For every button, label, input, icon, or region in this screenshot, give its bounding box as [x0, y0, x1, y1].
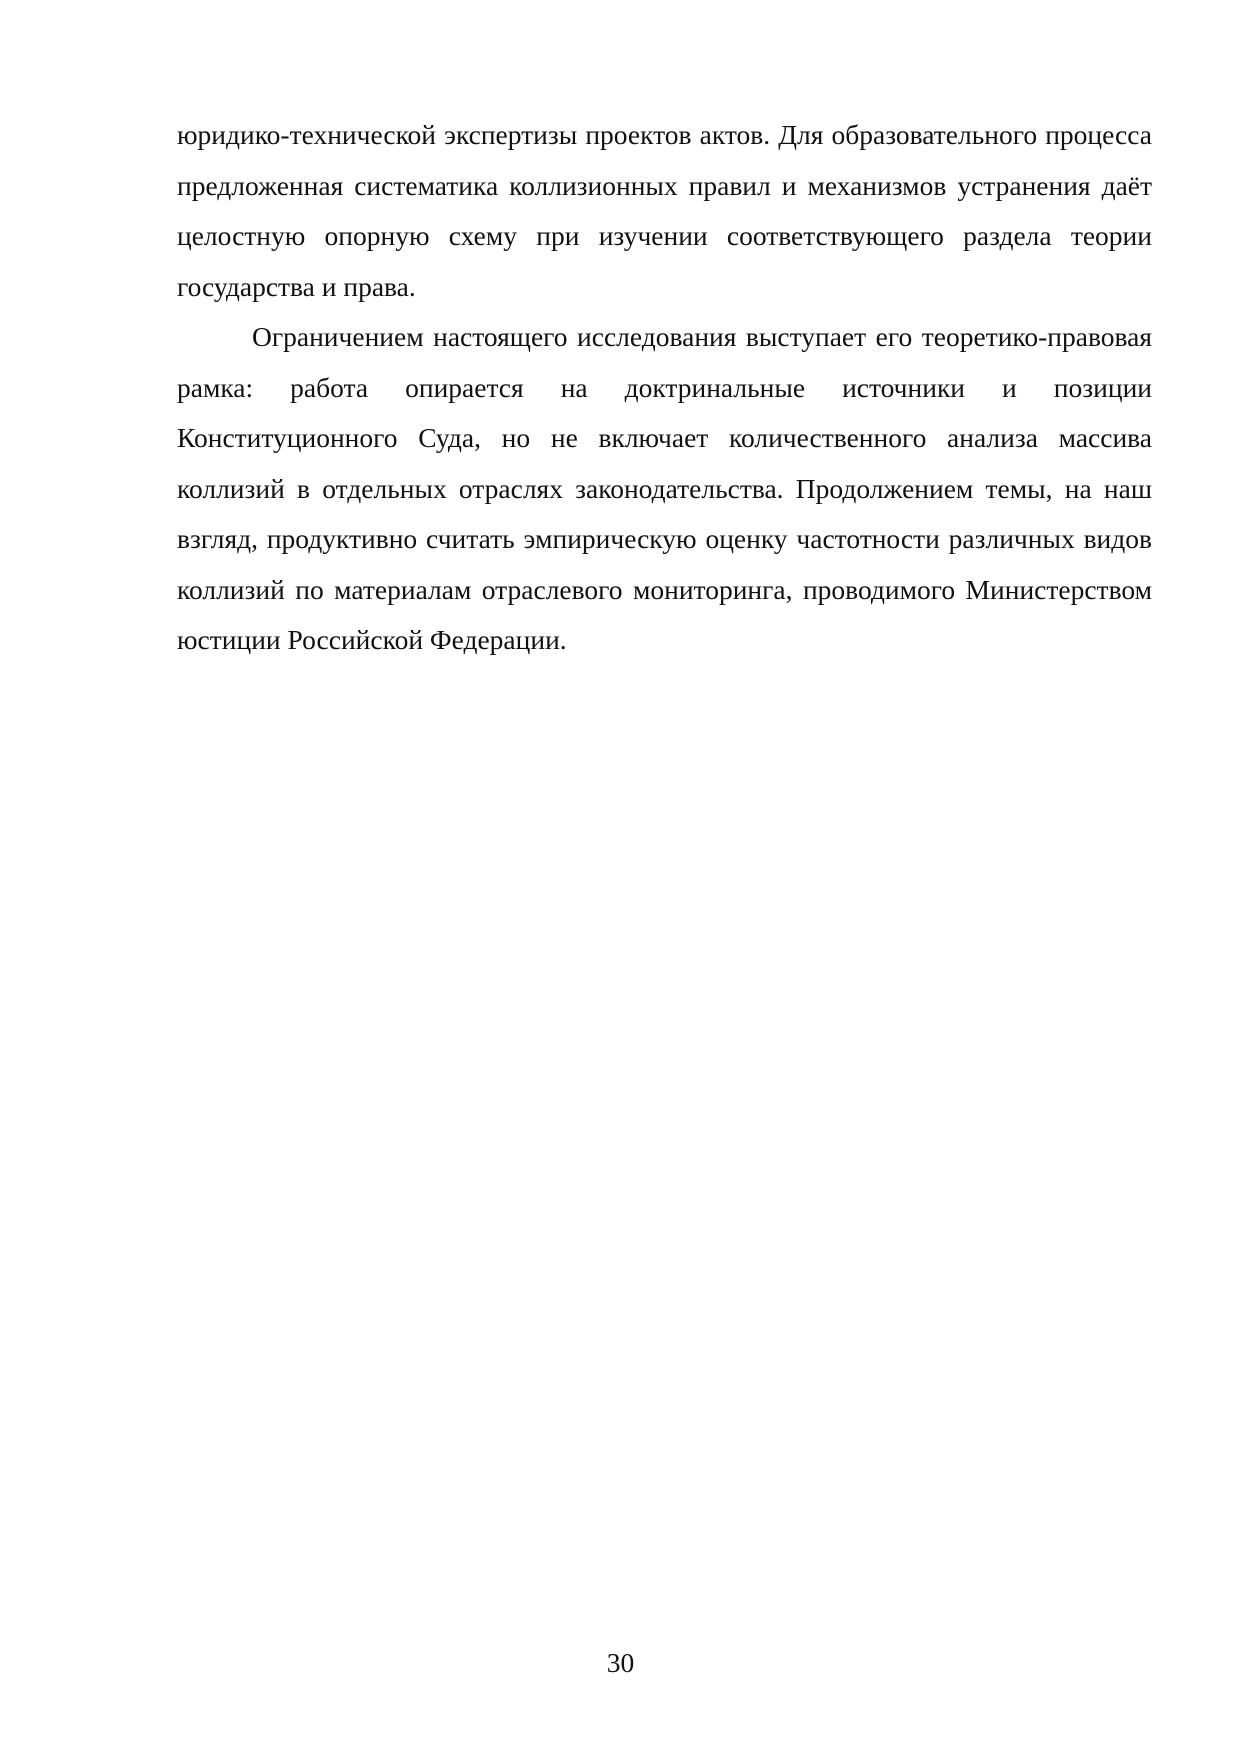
body-text: [177, 110, 1152, 666]
page-number: 30: [606, 1647, 635, 1678]
paragraph-limitations: Ограничением настоящего исследования выступает его теоретико-правовая рамка: работа опирается на доктринальные источники и позиции Конституционного Суда, но не включает количественного анализа массива коллизий в отдельных отраслях законодательства. Продолжением темы, на наш взгляд, продуктивно считать эмпирическую оценку частотности различных видов коллизий по материалам отраслевого мониторинга, проводимого Министерством юстиции Российской Федерации.: [177, 321, 1152, 655]
paragraph-continuation: юридико-технической экспертизы проектов актов. Для образовательного процесса предложенная систематика коллизионных правил и механизмов устранения даёт целостную опорную схему при изучении соответствующего раздела теории государства и права.: [177, 119, 1152, 302]
